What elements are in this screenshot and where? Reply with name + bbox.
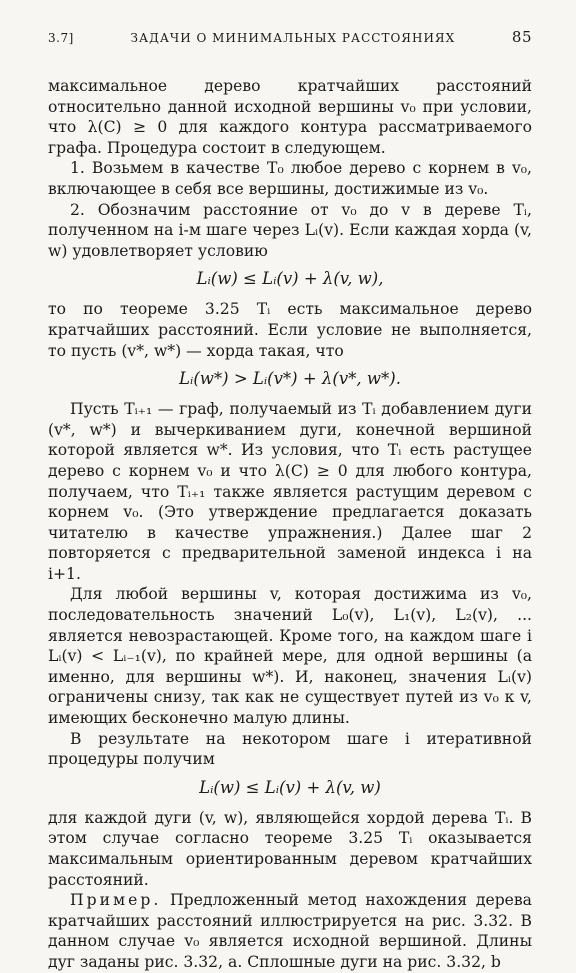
paragraph: В результате на некотором шаге i итеративной процедуры получим (48, 729, 532, 769)
paragraph: Пусть Tᵢ₊₁ — граф, получаемый из Tᵢ добавлением дуги (v*, w*) и вычеркиванием дуги, конечной вершиной которой является w*. Из условия, что Tᵢ есть растущее дерево с корнем v₀ и что λ(C) ≥ 0 для любого контура, получаем, что Tᵢ₊₁ также является растущим деревом с корнем v₀. (Это утверждение предлагается доказать читателю в качестве упражнения.) Далее шаг 2 повторяется с предварительной заменой индекса i на i+1. (48, 400, 532, 583)
paragraph: то по теореме 3.25 Tᵢ есть максимальное дерево кратчайших расстояний. Если условие не выполняется, то пусть (v*, w*) — хорда такая, что (48, 300, 532, 360)
running-title: ЗАДАЧИ О МИНИМАЛЬНЫХ РАССТОЯНИЯХ (130, 31, 456, 45)
paragraph: 1. Возьмем в качестве T₀ любое дерево с корнем в v₀, включающее в себя все вершины, достижимые из v₀. (48, 159, 532, 198)
formula: Lᵢ(w) ≤ Lᵢ(v) + λ(v, w), (196, 269, 384, 289)
formula: Lᵢ(w*) > Lᵢ(v*) + λ(v*, w*). (179, 369, 401, 389)
running-head (48, 28, 532, 46)
formula: Lᵢ(w) ≤ Lᵢ(v) + λ(v, w) (199, 777, 381, 797)
body-text (48, 76, 532, 973)
section-number: 3.7] (48, 31, 74, 45)
paragraph: максимальное дерево кратчайших расстояний относительно данной исходной вершины v₀ при условии, что λ(C) ≥ 0 для каждого контура рассматриваемого графа. Процедура состоит в следующем. (48, 77, 532, 157)
example-text: Предложенный метод нахождения дерева кратчайших расстояний иллюстрируется на рис. 3.32. В данном случае v₀ является исходной вершиной. Длины дуг заданы рис. 3.32, а. Сплошные дуги на рис. 3.32, b (48, 891, 532, 971)
paragraph: для каждой дуги (v, w), являющейся хордой дерева Tᵢ. В этом случае согласно теореме 3.25 Tᵢ оказывается максимальным ориентированным деревом кратчайших расстояний. (48, 808, 532, 889)
paragraph (48, 890, 532, 972)
paragraph: 2. Обозначим расстояние от v₀ до v в дереве Tᵢ, полученном на i-м шаге через Lᵢ(v). Если каждая хорда (v, w) удовлетворяет условию (48, 200, 532, 260)
paragraph: Для любой вершины v, которая достижима из v₀, последовательность значений L₀(v), L₁(v), L₂(v), ... является невозрастающей. Кроме того, на каждом шаге i Lᵢ(v) < Lᵢ₋₁(v), по крайней мере, для одной вершины (а именно, для вершины w*). И, наконец, значения Lᵢ(v) ограничены снизу, так как не существует путей из v₀ к v, имеющих бесконечно малую длины. (48, 585, 532, 728)
example-label: Пример. (70, 891, 162, 910)
page-number: 85 (511, 28, 532, 46)
